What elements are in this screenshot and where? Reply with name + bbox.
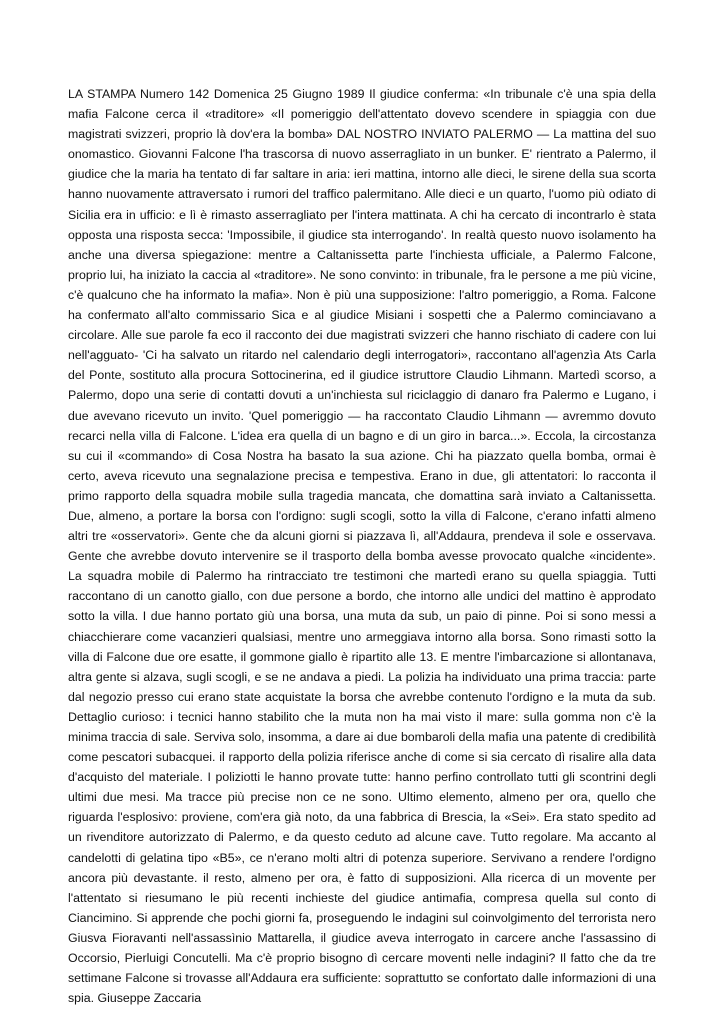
article-body: LA STAMPA Numero 142 Domenica 25 Giugno 1989 Il giudice conferma: «In tribunale c'è una spia della mafia Falcone cerca il «traditore» «Il pomeriggio dell'attentato dovevo scendere in spiaggia con due magistrati svizzeri, proprio là dov'era la bomba» DAL NOSTRO INVIATO PALERMO — La mattina del suo onomastico. Giovanni Falcone l'ha trascorsa di nuovo asserragliato in un bunker. E' rientrato a Palermo, il giudice che la maria ha tentato di far saltare in aria: ieri mattina, intorno alle dieci, le sirene della sua scorta hanno nuovamente attraversato i rumori del traffico palermitano. Alle dieci e un quarto, l'uomo più odiato di Sicilia era in ufficio: e lì è rimasto asserragliato per l'intera mattinata. A chi ha cercato di incontrarlo è stata opposta una risposta secca: 'Impossibile, il giudice sta interrogando'. In realtà questo nuovo isolamento ha anche una diversa spiegazione: mentre a Caltanissetta parte l'inchiesta ufficiale, a Palermo Falcone, proprio lui, ha iniziato la caccia al «traditore». Ne sono convinto: in tribunale, fra le persone a me più vicine, c'è qualcuno che ha informato la mafia». Non è più una supposizione: l'altro pomeriggio, a Roma. Falcone ha confermato all'alto commissario Sica e al giudice Misiani i sospetti che a Palermo cominciavano a circolare. Alle sue parole fa eco il racconto dei due magistrati svizzeri che hanno rischiato di cadere con lui nell'agguato- 'Ci ha salvato un ritardo nel calendario degli interrogatori», raccontano all'agenzìa Ats Carla del Ponte, sostituto alla procura Sottocinerina, ed il giudice istruttore Claudio Lihmann. Martedì scorso, a Palermo, dopo una serie di contatti dovuti a un'inchiesta sul riciclaggio di danaro fra Palermo e Lugano, i due avevano ricevuto un invito. 'Quel pomeriggio — ha raccontato Claudio Lihmann — avremmo dovuto recarci nella villa di Falcone. L'idea era quella di un bagno e di un giro in barca...». Eccola, la circostanza su cui il «commando» di Cosa Nostra ha basato la sua azione. Chi ha piazzato quella bomba, ormai è certo, aveva ricevuto una segnalazione precisa e tempestiva. Erano in due, gli attentatori: lo racconta il primo rapporto della squadra mobile sulla tragedia mancata, che domattina sarà inviato a Caltanissetta. Due, almeno, a portare la borsa con l'ordigno: sugli scogli, sotto la villa di Falcone, c'erano infatti almeno altri tre «osservatori». Gente che da alcuni giorni si piazzava lì, all'Addaura, prendeva il sole e osservava. Gente che avrebbe dovuto intervenire se il trasporto della bomba avesse provocato qualche «incidente». La squadra mobile di Palermo ha rintracciato tre testimoni che martedì erano su quella spiaggia. Tutti raccontano di un canotto giallo, con due persone a bordo, che intorno alle undici del mattino è approdato sotto la villa. I due hanno portato giù una borsa, una muta da sub, un paio di pinne. Poi si sono messi a chiacchierare come vacanzieri qualsiasi, mentre uno armeggiava intorno alla borsa. Sono rimasti sotto la villa di Falcone due ore esatte, il gommone giallo è ripartito alle 13. E mentre l'imbarcazione si allontanava, altra gente si alzava, sugli scogli, e se ne andava a piedi. La polizia ha individuato una prima traccia: parte dal negozio presso cui erano state acquistate la borsa che avrebbe contenuto l'ordigno e la muta da sub. Dettaglio curioso: i tecnici hanno stabilito che la muta non ha mai visto il mare: sulla gomma non c'è la minima traccia di sale. Serviva solo, insomma, a dare ai due bombaroli della mafia una patente di credibilità come pescatori subacquei. il rapporto della polizia riferisce anche di come si sia cercato dì risalire alla data d'acquisto del materiale. I poliziotti le hanno provate tutte: hanno perfino controllato tutti gli scontrini degli ultimi due mesi. Ma tracce più precise non ce ne sono. Ultimo elemento, almeno per ora, quello che riguarda l'esplosivo: proviene, com'era già noto, da una fabbrica di Brescia, la «Sei». Era stato spedito ad un rivenditore autorizzato di Palermo, e da questo ceduto ad alcune cave. Tutto regolare. Ma accanto al candelotti di gelatina tipo «B5», ce n'erano molti altri di potenza superiore. Servivano a rendere l'ordigno ancora più devastante. il resto, almeno per ora, è fatto di supposizioni. Alla ricerca di un movente per l'attentato si riesumano le più recenti inchieste del giudice antimafia, compresa quella sul conto di Ciancimino. Si apprende che pochi giorni fa, proseguendo le indagini sul coinvolgimento del terrorista nero Giusva Fioravanti nell'assassìnio Mattarella, il giudice aveva interrogato in carcere anche l'assassino di Occorsio, Pierluigi Concutelli. Ma c'è proprio bisogno dì cercare moventi nelle indagini? Il fatto che da tre settimane Falcone si trovasse all'Addaura era sufficiente: soprattutto se confortato dalle informazioni di una spia. Giuseppe Zaccaria: [68, 87, 656, 1006]
